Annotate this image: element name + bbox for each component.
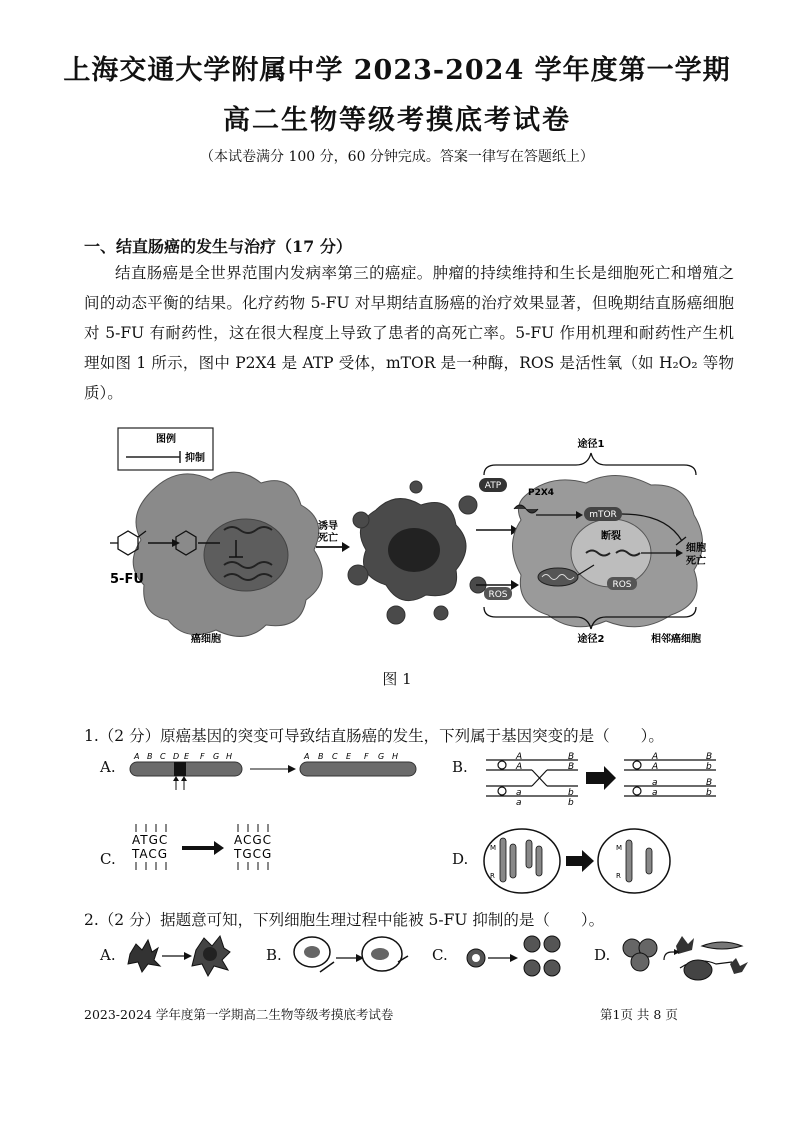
- qd-mark-0: M: [490, 844, 497, 852]
- qa-after-3: E: [346, 752, 352, 761]
- q2-option-a-label: A.: [100, 946, 116, 964]
- q2-option-c-label: C.: [432, 946, 448, 964]
- induce-label-1: 诱导: [318, 521, 338, 532]
- exam-note: （本试卷满分 100 分，60 分钟完成。答案一律写在答题纸上）: [200, 149, 594, 165]
- break-label: 断裂: [601, 531, 621, 542]
- q1-option-c-label: C.: [100, 850, 116, 868]
- qb-right-2: A: [652, 762, 659, 772]
- qb-left-1: B: [568, 752, 575, 762]
- qa-after-1: B: [318, 752, 324, 761]
- footer-page-number: 第1页 共 8 页: [600, 1007, 678, 1022]
- legend-inhibit-label: 抑制: [185, 453, 205, 464]
- qb-right-6: a: [652, 788, 658, 798]
- mtor-label: mTOR: [589, 510, 617, 520]
- neighbor-cell-label: 相邻癌细胞: [651, 634, 701, 645]
- qc-before-top: ATGC: [132, 833, 169, 847]
- figure-caption: 图 1: [382, 670, 412, 688]
- pathway1-label: 途径1: [577, 439, 605, 450]
- q1-option-c-figure: [128, 820, 288, 876]
- qa-after-2: C: [332, 752, 338, 761]
- death-label-2: 死亡: [686, 556, 706, 567]
- atp-label: ATP: [484, 481, 502, 491]
- qb-right-5: B: [706, 778, 713, 788]
- qc-after-bottom: TGCG: [234, 847, 273, 861]
- legend-title: 图例: [156, 434, 176, 445]
- qa-gene-4: E: [184, 752, 190, 761]
- footer-exam-name: 2023-2024 学年度第一学期高二生物等级考摸底考试卷: [84, 1007, 394, 1022]
- death-label-1: 细胞: [686, 543, 706, 554]
- qb-right-4: a: [652, 778, 658, 788]
- question-2-stem: 2.（2 分）据题意可知，下列细胞生理过程中能被 5-FU 抑制的是（ ）。: [84, 911, 605, 929]
- cancer-cell-label: 癌细胞: [191, 634, 221, 645]
- qa-gene-2: C: [160, 752, 166, 761]
- qa-gene-3: D: [173, 752, 180, 761]
- qb-right-0: A: [652, 752, 659, 762]
- qd-mark-1: R: [490, 872, 495, 880]
- exam-title: 上海交通大学附属中学 2023-2024 学年度第一学期: [63, 55, 731, 86]
- p2x4-label: P2X4: [528, 488, 555, 498]
- q2-option-b-figure: [290, 932, 410, 978]
- q2-option-b-label: B.: [266, 946, 282, 964]
- qb-left-4: a: [516, 788, 522, 798]
- 5fu-label: 5-FU: [110, 572, 144, 587]
- q1-option-d-label: D.: [452, 850, 469, 868]
- q1-option-a-figure: [128, 752, 418, 792]
- qb-left-5: b: [568, 788, 574, 798]
- q1-option-d-figure: [482, 826, 682, 896]
- exam-subtitle: 高二生物等级考摸底考试卷: [223, 105, 571, 136]
- intro-paragraph: 结直肠癌是全世界范围内发病率第三的癌症。肿瘤的持续维持和生长是细胞死亡和增殖之间的动态平衡的结果。化疗药物 5-FU 对早期结直肠癌的治疗效果显著，但晚期结直肠癌细胞对 5-FU 有耐药性，这在很大程度上导致了患者的高死亡率。5-FU 作用机理和耐药性产生机理如图 1 所示，图中 P2X4 是 ATP 受体，mTOR 是一种酶，ROS 是活性氧（如 H₂O₂ 等物质）。: [84, 264, 734, 402]
- section-heading: 一、结直肠癌的发生与治疗（17 分）: [84, 237, 352, 256]
- q2-option-d-figure: [618, 930, 758, 984]
- qc-after-top: ACGC: [234, 833, 273, 847]
- qa-gene-7: H: [226, 752, 233, 761]
- qc-before-bottom: TACG: [132, 847, 169, 861]
- section-intro: [84, 258, 734, 408]
- qa-after-0: A: [304, 752, 310, 761]
- q2-option-a-figure: [122, 932, 232, 978]
- induce-label-2: 死亡: [318, 533, 338, 544]
- qb-right-7: b: [706, 788, 712, 798]
- qa-gene-1: B: [147, 752, 153, 761]
- qb-left-2: A: [516, 762, 523, 772]
- qd-mark-2: M: [616, 844, 623, 852]
- qa-after-6: H: [392, 752, 399, 761]
- qa-gene-5: F: [200, 752, 205, 761]
- qb-left-3: B: [568, 762, 575, 772]
- q2-option-d-label: D.: [594, 946, 611, 964]
- q1-option-b-figure: [482, 752, 722, 810]
- qb-right-3: b: [706, 762, 712, 772]
- qb-left-6: a: [516, 798, 522, 808]
- qb-left-7: b: [568, 798, 574, 808]
- qa-gene-6: G: [213, 752, 220, 761]
- qd-mark-3: R: [616, 872, 621, 880]
- qb-left-0: A: [516, 752, 523, 762]
- qa-after-5: G: [378, 752, 385, 761]
- question-1-stem: 1.（2 分）原癌基因的突变可导致结直肠癌的发生，下列属于基因突变的是（ ）。: [84, 727, 664, 745]
- ros-inner-label: ROS: [612, 580, 632, 590]
- q1-option-b-label: B.: [452, 758, 468, 776]
- ros-outer-label: ROS: [488, 590, 508, 600]
- pathway2-label: 途径2: [577, 634, 605, 645]
- qa-gene-0: A: [134, 752, 140, 761]
- q1-option-a-label: A.: [100, 758, 116, 776]
- figure-1: [96, 425, 736, 657]
- qa-after-4: F: [364, 752, 369, 761]
- q2-option-c-figure: [460, 932, 570, 980]
- qb-right-1: B: [706, 752, 713, 762]
